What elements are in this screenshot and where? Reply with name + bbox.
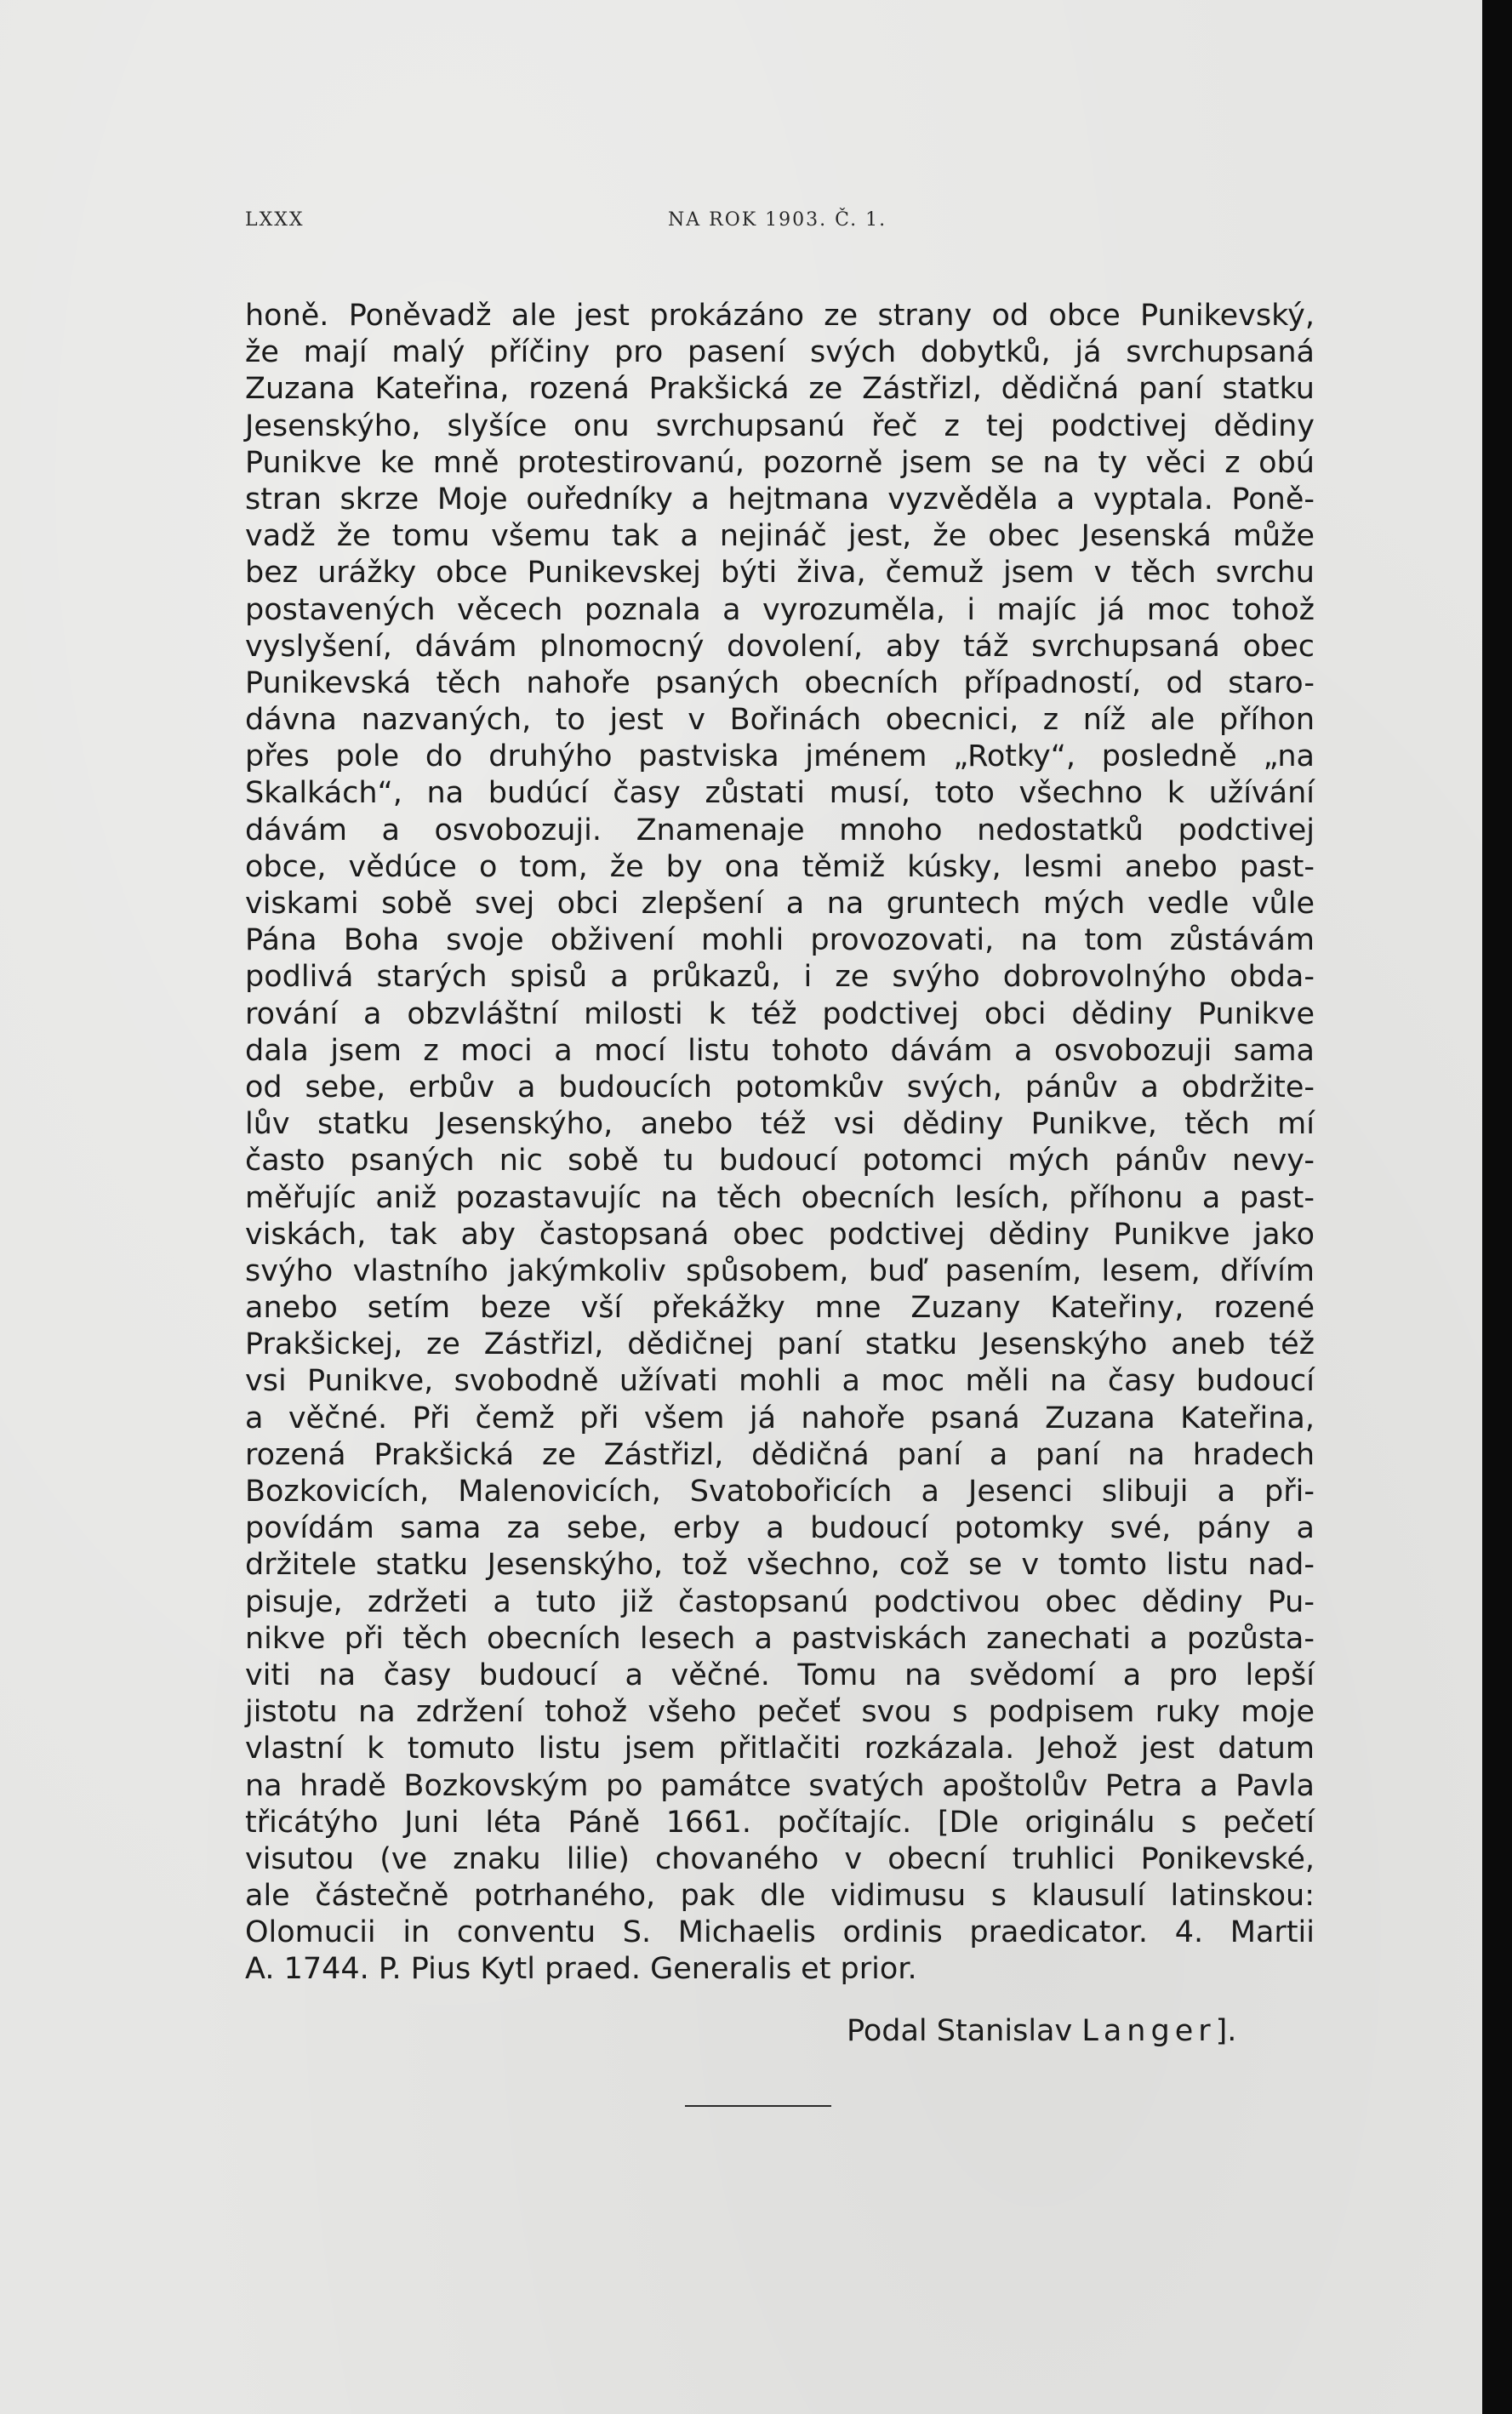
text-line: dávna nazvaných, to jest v Bořinách obecnici, z níž ale příhon — [245, 703, 1315, 738]
text-line: Pána Boha svoje obživení mohli provozovati, na tom zůstávám — [245, 923, 1315, 958]
text-line: Prakšickej, ze Zástřizl, dědičnej paní statku Jesenskýho aneb též — [245, 1327, 1315, 1362]
page-number: LXXX — [245, 209, 305, 231]
text-line: rozená Prakšická ze Zástřizl, dědičná paní a paní na hradech — [245, 1437, 1315, 1472]
text-line: povídám sama za sebe, erby a budoucí potomky své, pány a — [245, 1511, 1315, 1546]
scan-edge — [1482, 0, 1512, 2414]
text-line: pisuje, zdržeti a tuto již častopsanú podctivou obec dědiny Pu- — [245, 1584, 1315, 1619]
text-line: A. 1744. P. Pius Kytl praed. Generalis et prior. — [245, 1952, 917, 1987]
text-line: vlastní k tomuto listu jsem přitlačiti rozkázala. Jehož jest datum — [245, 1732, 1315, 1766]
text-line: stran skrze Moje ouředníky a hejtmana vyzvěděla a vyptala. Poně- — [245, 482, 1315, 516]
text-line: že mají malý příčiny pro pasení svých dobytků, já svrchupsaná — [245, 335, 1315, 370]
text-line: dala jsem z moci a mocí listu tohoto dávám a osvobozuji sama — [245, 1033, 1315, 1068]
text-line: viskami sobě svej obci zlepšení a na gruntech mých vedle vůle — [245, 887, 1315, 921]
text-line: lův statku Jesenskýho, anebo též vsi dědiny Punikve, těch mí — [245, 1107, 1315, 1142]
text-line: viskách, tak aby častopsaná obec podctivej dědiny Punikve jako — [245, 1217, 1315, 1252]
text-line: Skalkách“, na budúcí časy zůstati musí, toto všechno k užívání — [245, 776, 1315, 811]
text-line: dávám a osvobozuji. Znamenaje mnoho nedostatků podctivej — [245, 813, 1315, 847]
text-line: na hradě Bozkovským po památce svatých apoštolův Petra a Pavla — [245, 1768, 1315, 1803]
text-line: visutou (ve znaku lilie) chovaného v obecní truhlici Ponikevské, — [245, 1841, 1315, 1876]
text-line: třicátýho Juni léta Páně 1661. počítajíc. [Dle originálu s pečetí — [245, 1805, 1315, 1840]
text-line: vyslyšení, dávám plnomocný dovolení, aby táž svrchupsaná obec — [245, 629, 1315, 664]
signature-prefix: Podal Stanislav — [847, 2014, 1073, 2048]
text-line: viti na časy budoucí a věčné. Tomu na svědomí a pro lepší — [245, 1658, 1315, 1692]
text-line: Jesenskýho, slyšíce onu svrchupsanú řeč z tej podctivej dědiny — [245, 408, 1315, 443]
text-line: držitele statku Jesenskýho, tož všechno, což se v tomto listu nad- — [245, 1548, 1315, 1583]
text-line: jistotu na zdržení tohož všeho pečeť svou s podpisem ruky moje — [245, 1695, 1315, 1730]
text-line: Olomucii in conventu S. Michaelis ordinis praedicator. 4. Martii — [245, 1915, 1315, 1950]
signature-surname: Langer — [1081, 2014, 1216, 2048]
text-line: Zuzana Kateřina, rozená Prakšická ze Zástřizl, dědičná paní statku — [245, 372, 1315, 407]
text-line: podlivá starých spisů a průkazů, i ze svýho dobrovolnýho obda- — [245, 960, 1315, 995]
text-line: ale částečně potrhaného, pak dle vidimusu s klausulí latinskou: — [245, 1879, 1315, 1914]
text-line: postavených věcech poznala a vyrozuměla, i majíc já moc tohož — [245, 592, 1315, 627]
running-title: NA ROK 1903. Č. 1. — [668, 209, 887, 231]
text-line: rování a obzvláštní milosti k též podctivej obci dědiny Punikve — [245, 996, 1315, 1031]
text-line: anebo setím beze vší překážky mne Zuzany Kateřiny, rozené — [245, 1291, 1315, 1326]
text-line: nikve při těch obecních lesech a pastviskách zanechati a pozůsta- — [245, 1621, 1315, 1656]
closing-rule — [685, 2105, 831, 2107]
text-line: a věčné. Při čemž při všem já nahoře psaná Zuzana Kateřina, — [245, 1401, 1315, 1435]
body-text — [245, 298, 1315, 1989]
text-line: od sebe, erbův a budoucích potomkův svých, pánův a obdržite- — [245, 1070, 1315, 1104]
text-line: Punikve ke mně protestirovanú, pozorně jsem se na ty věci z obú — [245, 445, 1315, 480]
text-line: obce, vědúce o tom, že by ona těmiž kúsky, lesmi anebo past- — [245, 849, 1315, 884]
text-line: vsi Punikve, svobodně užívati mohli a moc měli na časy budoucí — [245, 1364, 1315, 1399]
text-line: vadž že tomu všemu tak a nejináč jest, že obec Jesenská může — [245, 519, 1315, 554]
text-line: honě. Poněvadž ale jest prokázáno ze strany od obce Punikevský, — [245, 299, 1315, 333]
running-head — [245, 209, 900, 238]
text-line: bez urážky obce Punikevskej býti živa, čemuž jsem v těch svrchu — [245, 556, 1315, 591]
text-line: Punikevská těch nahoře psaných obecních případností, od staro- — [245, 665, 1315, 700]
text-line: často psaných nic sobě tu budoucí potomci mých pánův nevy- — [245, 1144, 1315, 1178]
text-line: Bozkovicích, Malenovicích, Svatobořicích a Jesenci slibuji a při- — [245, 1475, 1315, 1509]
signature-suffix: ]. — [1215, 2014, 1237, 2048]
text-line: svýho vlastního jakýmkoliv spůsobem, buď pasením, lesem, dřívím — [245, 1253, 1315, 1288]
signature — [847, 2013, 1236, 2050]
text-line: měřujíc aniž pozastavujíc na těch obecních lesích, příhonu a past- — [245, 1180, 1315, 1215]
text-line: přes pole do druhýho pastviska jménem „Rotky“, posledně „na — [245, 739, 1315, 774]
